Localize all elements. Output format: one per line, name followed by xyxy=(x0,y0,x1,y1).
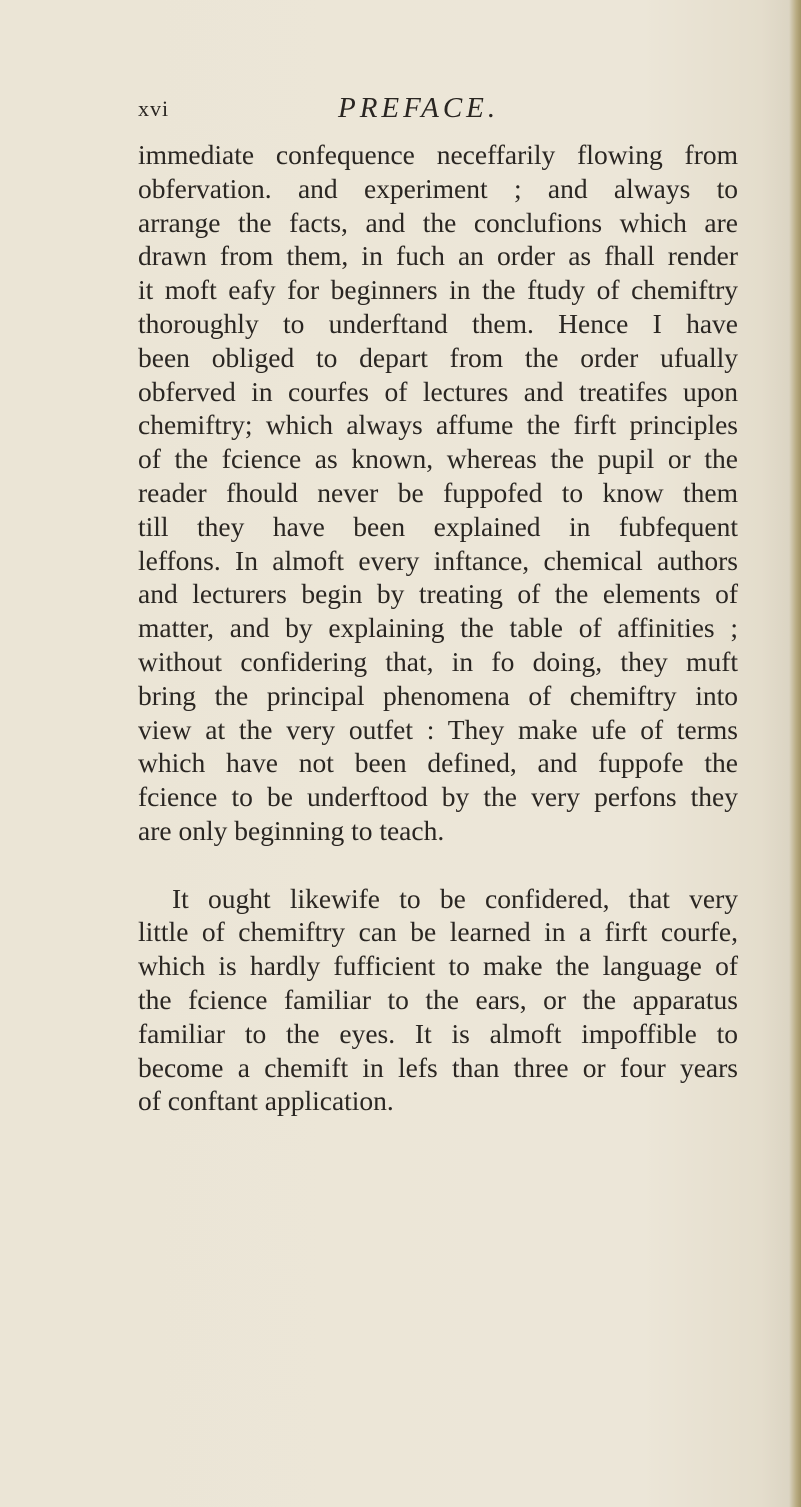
text-line: thoroughly to underftand them. Hence I have xyxy=(138,307,738,339)
text-line: reader fhould never be fuppofed to know them xyxy=(138,476,738,508)
body-text xyxy=(138,138,738,1118)
text-line: obfervation. and experiment ; and always to xyxy=(138,172,738,204)
page-number: xvi xyxy=(138,96,170,121)
text-line: little of chemiftry can be learned in a firft courfe, xyxy=(138,916,738,948)
text-line: leffons. In almoft every inftance, chemical authors xyxy=(138,544,738,576)
text-line: drawn from them, in fuch an order as fhall render xyxy=(138,240,738,272)
text-line: immediate confequence neceffarily flowing from xyxy=(138,139,738,170)
text-line: without confidering that, in fo doing, they muft xyxy=(138,645,738,677)
running-head: PREFACE. xyxy=(338,92,500,124)
text-line: the fcience familiar to the ears, or the apparatus xyxy=(138,983,738,1015)
text-line: view at the very outfet : They make ufe of terms xyxy=(138,713,738,745)
page-header xyxy=(138,92,738,132)
text-line: fcience to be underftood by the very perfons they xyxy=(138,781,738,813)
text-line: it moft eafy for beginners in the ftudy of chemiftry xyxy=(138,274,738,306)
text-line: become a chemift in lefs than three or four years xyxy=(138,1051,738,1083)
page-edge xyxy=(789,0,801,1507)
paragraph-gap xyxy=(138,848,738,882)
text-line: It ought likewife to be confidered, that very xyxy=(172,882,738,914)
text-line: which have not been defined, and fuppofe the xyxy=(138,747,738,779)
text-line: chemiftry; which always affume the firft principles xyxy=(138,409,738,441)
text-line: and lecturers begin by treating of the elements of xyxy=(138,578,738,610)
text-line: which is hardly fufficient to make the language of xyxy=(138,950,738,982)
text-line: matter, and by explaining the table of affinities ; xyxy=(138,612,738,644)
text-line: till they have been explained in fubfequent xyxy=(138,510,738,542)
text-line: arrange the facts, and the conclufions which are xyxy=(138,206,738,238)
text-line: of the fcience as known, whereas the pupil or the xyxy=(138,443,738,475)
text-line: of conftant application. xyxy=(138,1085,394,1117)
text-line: familiar to the eyes. It is almoft impoffible to xyxy=(138,1017,738,1049)
paragraph-2 xyxy=(138,882,738,1119)
paragraph-1 xyxy=(138,138,738,848)
text-line: obferved in courfes of lectures and treatifes upon xyxy=(138,375,738,407)
text-line: been obliged to depart from the order ufually xyxy=(138,341,738,373)
text-line: are only beginning to teach. xyxy=(138,814,445,846)
text-line: bring the principal phenomena of chemiftry into xyxy=(138,679,738,711)
